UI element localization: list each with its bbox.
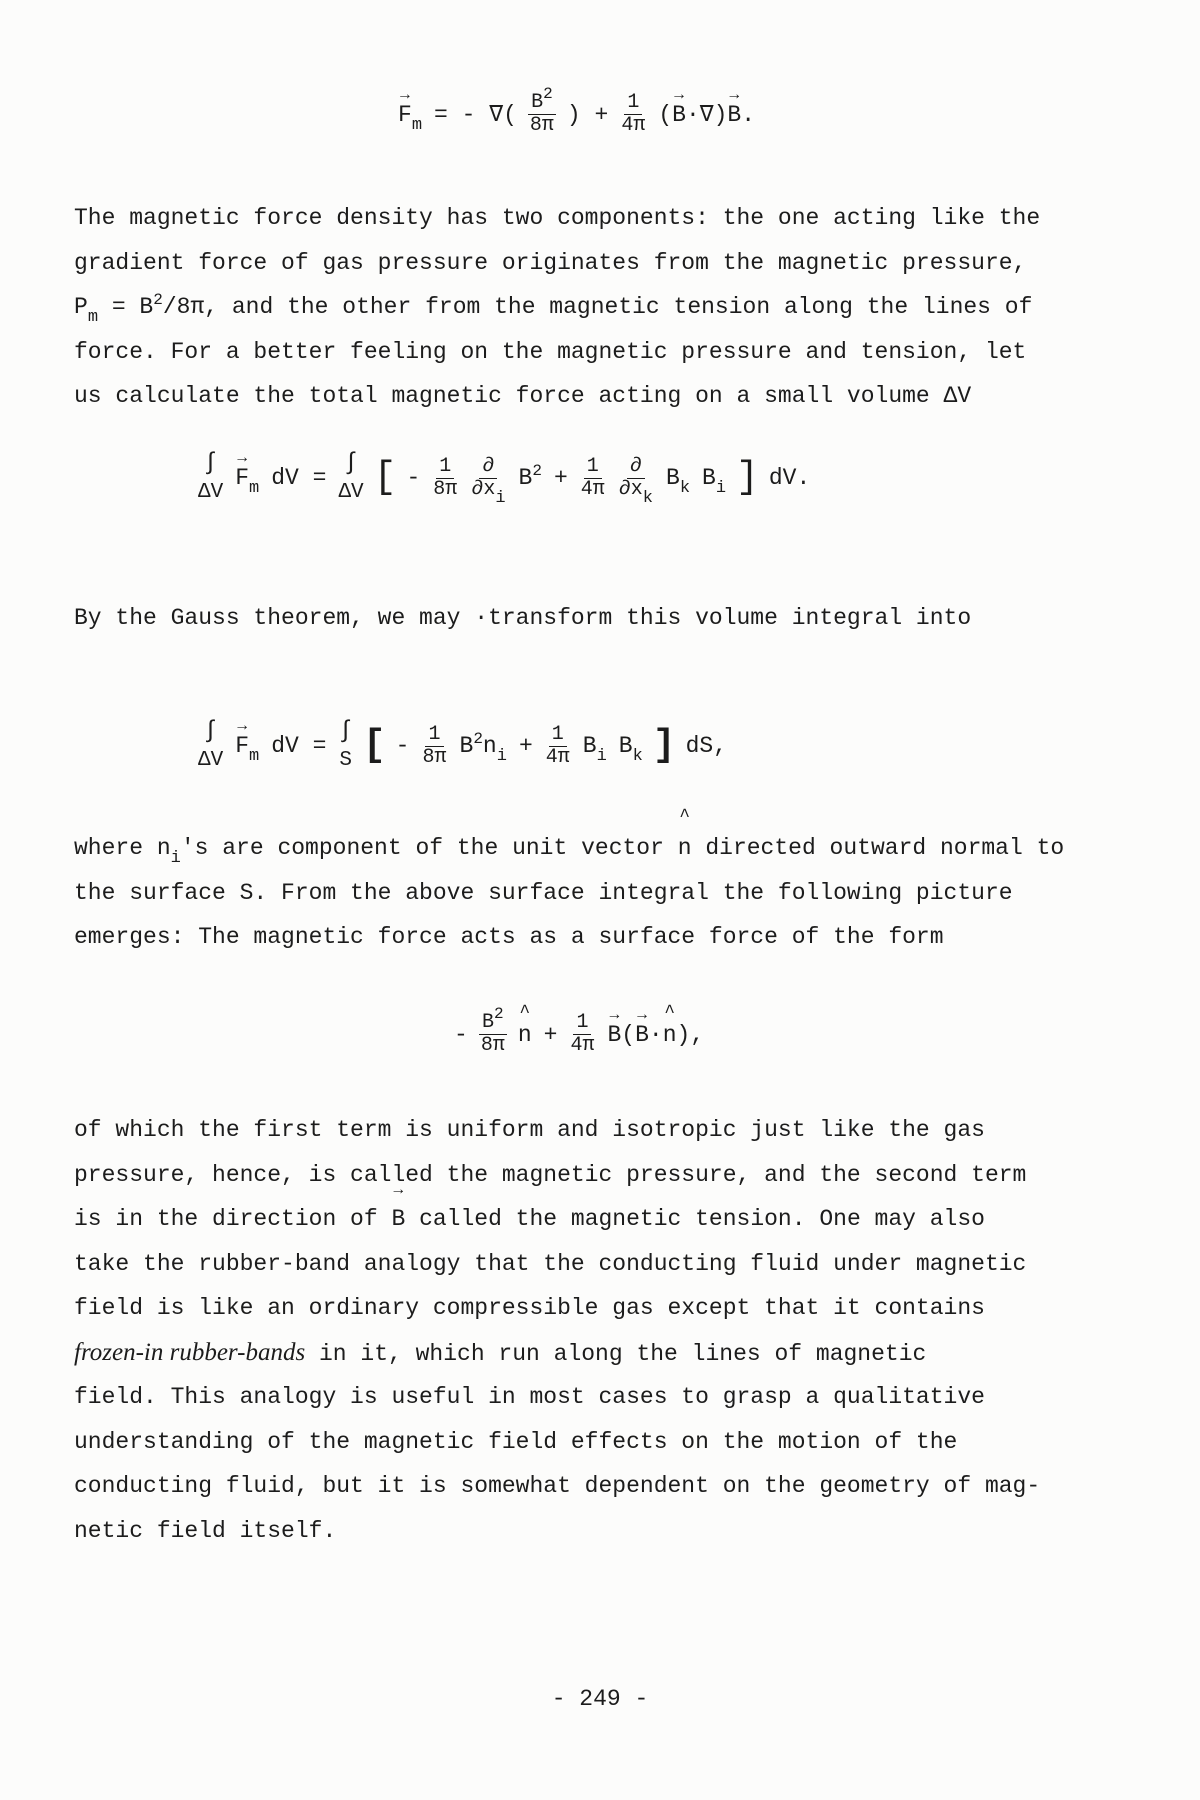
minus-sign: - <box>395 733 410 759</box>
open-bracket: [ <box>373 456 397 499</box>
fraction-1-4pi: $\frac{1}{4\pi}$ <box>580 454 605 501</box>
fraction-b2-8pi <box>527 85 557 137</box>
text-line: pressure, hence, is called the magnetic pressure, and the second term <box>74 1161 1027 1188</box>
minus-sign: - <box>406 465 421 491</box>
integral-sign: ∫ ΔV <box>198 718 224 772</box>
text-line: take the rubber-band analogy that the conducting fluid under magnetic <box>74 1250 1027 1277</box>
eq2-tail: dV. <box>768 465 811 491</box>
paragraph-unit-normal <box>74 826 1114 960</box>
close-bracket: ] <box>652 724 676 767</box>
equation-surface-force: - $\frac{B^2}{8\pi}$ ^ n + $\frac{1}{4\pi}$ → B(→ B·^ n), <box>448 1012 710 1057</box>
vector-F: → F <box>398 102 412 128</box>
integral-sign: ∫ ΔV <box>338 450 364 504</box>
text-line: The magnetic force density has two components: the one acting like the <box>74 205 1041 231</box>
text-line: force. For a better feeling on the magnetic pressure and tension, let <box>74 338 1027 365</box>
fraction-1-8pi: $\frac{1}{8\pi}$ <box>433 454 458 501</box>
equation-volume-integral: ∫ ΔV → $F_m$ dV = ∫ ΔV [ - $\frac{1}{8\pi}$ $\frac{\partial}{\partial x_i}$ $B^2$ + $\frac{1}{4\pi}$ $\frac{\partial}{\partial x_k}$ $B_k$ $B_i$ ] dV. <box>192 452 816 504</box>
text-line: emerges: The magnetic force acts as a surface force of the form <box>74 924 944 950</box>
frac-numerator: 1 <box>624 92 642 115</box>
vector-F: → F <box>235 733 249 759</box>
eq2-dv: dV = <box>271 465 327 491</box>
text-line: netic field itself. <box>74 1517 337 1544</box>
eq3-tail: dS, <box>685 733 728 759</box>
close-bracket: ] <box>736 456 759 499</box>
text-line: frozen-in rubber-bands in it, which run along the lines of magnetic <box>74 1338 927 1367</box>
minus-sign: - <box>454 1021 468 1048</box>
open-bracket: [ <box>362 724 386 767</box>
frac-denominator: 4π <box>621 114 646 137</box>
paragraph-gauss-theorem <box>74 596 1114 641</box>
integral-sign: ∫ ΔV <box>198 450 224 504</box>
fraction-1-4pi: $\frac{1}{4\pi}$ <box>570 1011 595 1057</box>
eq1-tail: (→ B·∇)→ B. <box>658 102 755 128</box>
plus-sign: + <box>518 733 533 759</box>
text-line: where $n_i's$ are component of the unit vector ^ n directed outward normal to <box>74 826 1114 871</box>
superscript-2: 2 <box>543 85 553 103</box>
text-line: field is like an ordinary compressible gas except that it contains <box>74 1295 985 1321</box>
paragraph-force-components <box>74 196 1114 419</box>
italic-phrase: frozen-in rubber-bands <box>74 1338 306 1366</box>
text-line: is in the direction of → B called the magnetic tension. One may also <box>74 1197 1114 1242</box>
frac-numerator: B <box>531 91 544 114</box>
text-line: of which the first term is uniform and isotropic just like the gas <box>74 1117 985 1143</box>
text-line: field. This analogy is useful in most cases to grasp a qualitative <box>74 1384 985 1410</box>
eq1-operator: = - ∇( <box>434 101 517 128</box>
equation-force-density <box>392 85 761 137</box>
text-line: the surface S. From the above surface integral the following picture <box>74 879 1013 906</box>
plus-sign: + <box>543 1021 558 1048</box>
equation-surface-integral: ∫ ΔV → $F_m$ dV = ∫ S [ - $\frac{1}{8\pi}$ $B^2n_i$ + $\frac{1}{4\pi}$ $B_i$ $B_k$ ] dS, <box>192 720 733 772</box>
eq1-close-plus: ) + <box>566 101 609 128</box>
partial-derivative-xk: $\frac{\partial}{\partial x_k}$ <box>618 454 653 508</box>
plus-sign: + <box>553 465 568 491</box>
paragraph-rubber-band-analogy <box>74 1108 1114 1553</box>
fraction-1-8pi: $\frac{1}{8\pi}$ <box>422 722 447 769</box>
text-line: gradient force of gas pressure originates from the magnetic pressure, <box>74 249 1027 276</box>
page-number: - 249 - <box>551 1686 649 1712</box>
eq3-dv: dV = <box>271 733 327 759</box>
fraction-1-4pi <box>618 92 648 137</box>
subscript-m: m <box>411 115 423 135</box>
vector-F: → F <box>235 465 249 491</box>
integral-sign: ∫ S <box>338 718 353 772</box>
fraction-b2-8pi: $\frac{B^2}{8\pi}$ <box>480 1005 505 1057</box>
text-line: $P_m = B^2/8\pi$, and the other from the magnetic tension along the lines of <box>74 291 1033 327</box>
text-line: us calculate the total magnetic force acting on a small volume ΔV <box>74 383 972 409</box>
frac-denominator: 8π <box>529 114 554 137</box>
text-line: By the Gauss theorem, we may ·transform this volume integral into <box>74 605 972 631</box>
text-line: conducting fluid, but it is somewhat dependent on the geometry of mag- <box>74 1473 1041 1499</box>
fraction-1-4pi: $\frac{1}{4\pi}$ <box>545 722 570 769</box>
partial-derivative-xi: $\frac{\partial}{\partial x_i}$ <box>471 454 506 508</box>
text-line: understanding of the magnetic field effects on the motion of the <box>74 1428 958 1455</box>
